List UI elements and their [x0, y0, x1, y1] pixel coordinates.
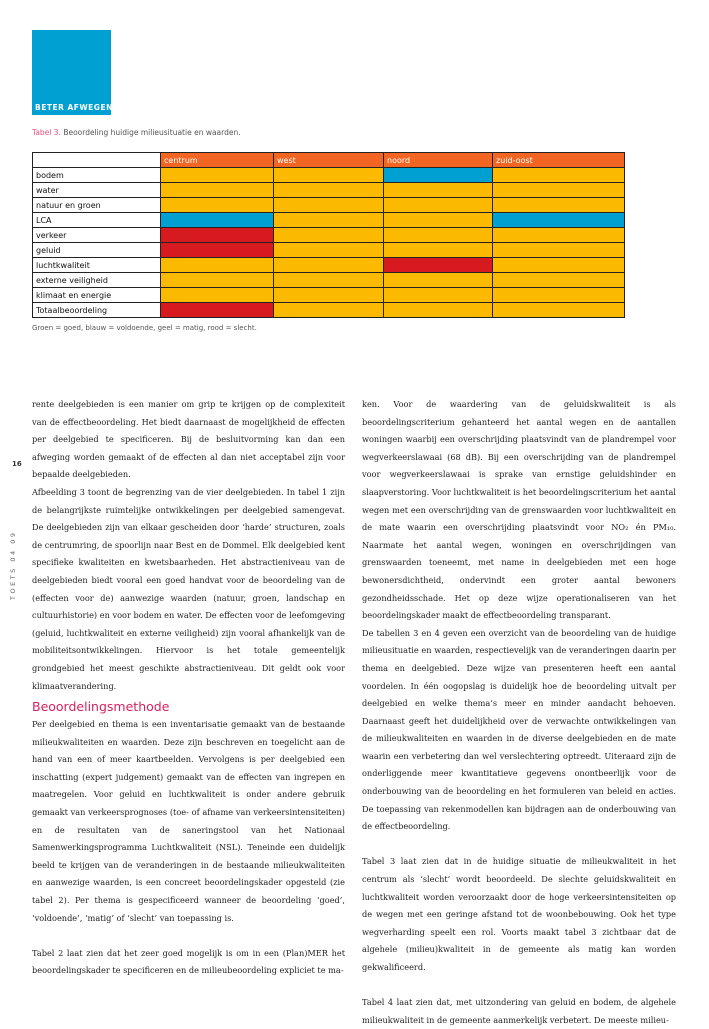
row-label: bodem: [33, 168, 161, 183]
header-corner: [33, 153, 161, 168]
rating-cell-geel: [161, 288, 274, 303]
rating-cell-geel: [161, 258, 274, 273]
rating-cell-geel: [274, 168, 384, 183]
rating-cell-blauw: [161, 213, 274, 228]
rating-cell-rood: [384, 258, 493, 273]
rating-cell-geel: [493, 198, 625, 213]
table-row: [33, 183, 625, 198]
paragraph: Per deelgebied en thema is een inventarisatie gemaakt van de bestaande milieukwaliteiten en waarden. Deze zijn beschreven en toegelicht aan de hand van een of meer kaartbeelden. Vervolgens is per deelgebied een inschatting (expert judgement) gemaakt van de effecten van ingrepen en maatregelen. Voor geluid en luchtkwaliteit is onder andere gebruik gemaakt van verkeersprognoses (toe- of afname van verkeersintensiteiten) en de resultaten van de saneringstool van het Nationaal Samenwerkingsprogramma Luchtkwaliteit (NSL). Teneinde een duidelijk beeld te krijgen van de veranderingen in de bestaande milieukwaliteiten en aanwezige waarden, is een concreet beoordelingskader opgesteld (zie tabel 2). Per thema is gespecificeerd wanneer de beoordeling ‘goed’, ‘voldoende’, ‘matig’ of ‘slecht’ van toepassing is.: [32, 719, 345, 923]
right-column: [362, 396, 676, 1029]
rating-cell-geel: [161, 168, 274, 183]
rating-cell-geel: [493, 273, 625, 288]
row-label: natuur en groen: [33, 198, 161, 213]
rating-cell-geel: [384, 183, 493, 198]
paragraph: Tabel 2 laat zien dat het zeer goed mogelijk is om in een (Plan)MER het beoordelingskader te specificeren en de milieubeoordeling expliciet te ma-: [32, 947, 345, 976]
row-label: luchtkwaliteit: [33, 258, 161, 273]
table-row: [33, 198, 625, 213]
table-row: [33, 258, 625, 273]
brand-block: [32, 30, 111, 115]
rating-cell-rood: [161, 228, 274, 243]
rating-cell-geel: [384, 198, 493, 213]
table-row: [33, 273, 625, 288]
table-row: [33, 288, 625, 303]
rating-cell-blauw: [384, 168, 493, 183]
rating-cell-geel: [493, 168, 625, 183]
table-caption-label: Tabel 3.: [32, 128, 61, 137]
section-heading: Beoordelingsmethode: [32, 699, 170, 715]
table-caption-text: Beoordeling huidige milieusituatie en waarden.: [63, 128, 241, 137]
rating-cell-geel: [493, 303, 625, 318]
table-body: [33, 168, 625, 318]
rating-cell-geel: [384, 303, 493, 318]
row-label: LCA: [33, 213, 161, 228]
running-head: TOETS 04 09: [9, 530, 17, 600]
rating-cell-geel: [493, 228, 625, 243]
row-label: water: [33, 183, 161, 198]
rating-cell-geel: [384, 213, 493, 228]
rating-cell-geel: [274, 183, 384, 198]
table-row: [33, 303, 625, 318]
rating-cell-geel: [274, 213, 384, 228]
rating-cell-geel: [161, 183, 274, 198]
table-caption: [32, 128, 241, 137]
paragraph: Tabel 4 laat zien dat, met uitzondering van geluid en bodem, de algehele milieukwaliteit in de gemeente aanmerkelijk verbetert. De meeste milieu-: [362, 997, 676, 1025]
rating-cell-geel: [161, 273, 274, 288]
rating-cell-rood: [161, 303, 274, 318]
paragraph: Afbeelding 3 toont de begrenzing van de vier deelgebieden. In tabel 1 zijn de belangrijkste ruimtelijke ontwikkelingen per deelgebied samengevat. De deelgebieden zijn van elkaar gescheiden door ‘harde’ structuren, zoals de centrumring, de spoorlijn naar Best en de Dommel. Elk deelgebied kent specifieke kwaliteiten en kwetsbaarheden. Het abstractieniveau van de deelgebieden biedt vooral een goed handvat voor de beoordeling van de (effecten voor de) aanwezige waarden (natuur, groen, landschap en cultuurhistorie) en voor bodem en water. De effecten voor de leefomgeving (geluid, luchtkwaliteit en externe veiligheid) zijn vooral afhankelijk van de mobiliteitsontwikkelingen. Hiervoor is het totale gemeentelijk grondgebied het meest geschikte abstractieniveau. Dit geldt ook voor klimaatverandering.: [32, 486, 345, 691]
page-number: 16: [12, 460, 22, 468]
table-legend: Groen = goed, blauw = voldoende, geel = matig, rood = slecht.: [32, 324, 257, 332]
row-label: Totaalbeoordeling: [33, 303, 161, 318]
rating-cell-blauw: [493, 213, 625, 228]
rating-cell-geel: [274, 303, 384, 318]
row-label: verkeer: [33, 228, 161, 243]
row-label: klimaat en energie: [33, 288, 161, 303]
paragraph: Tabel 3 laat zien dat in de huidige situatie de milieukwaliteit in het centrum als ‘slecht’ wordt beoordeeld. De slechte geluidskwaliteit en luchtkwaliteit worden veroorzaakt door de hoge verkeersintensiteiten op de wegen met een geringe afstand tot de woonbebouwing. Ook het type wegverharding speelt een rol. Voorts maakt tabel 3 zichtbaar dat de algehele (milieu)kwaliteit in de gemeente als matig kan worden gekwalificeerd.: [362, 856, 676, 972]
column-header: west: [274, 153, 384, 168]
rating-cell-geel: [493, 243, 625, 258]
rating-cell-geel: [274, 258, 384, 273]
rating-cell-geel: [274, 228, 384, 243]
left-column: [32, 396, 345, 980]
rating-cell-geel: [384, 243, 493, 258]
assessment-table: [32, 152, 625, 318]
section-label: BETER AFWEGEN: [35, 103, 113, 112]
rating-cell-geel: [274, 288, 384, 303]
rating-cell-geel: [493, 288, 625, 303]
column-header: zuid-oost: [493, 153, 625, 168]
table-row: [33, 228, 625, 243]
rating-cell-geel: [384, 228, 493, 243]
rating-cell-geel: [161, 198, 274, 213]
rating-cell-geel: [493, 258, 625, 273]
rating-cell-geel: [274, 198, 384, 213]
table-row: [33, 213, 625, 228]
paragraph: rente deelgebieden is een manier om grip te krijgen op de complexiteit van de effectbeoordeling. Het biedt daarnaast de mogelijkheid de effecten per deelgebied te specificeren. Bij de besluitvorming kan dan een afweging worden gemaakt of de effecten al dan niet acceptabel zijn voor bepaalde deelgebieden.: [32, 399, 345, 480]
rating-cell-geel: [274, 243, 384, 258]
rating-cell-geel: [493, 183, 625, 198]
table-row: [33, 168, 625, 183]
rating-cell-rood: [161, 243, 274, 258]
table-header-row: [33, 153, 625, 168]
table-row: [33, 243, 625, 258]
column-header: noord: [384, 153, 493, 168]
rating-cell-geel: [384, 273, 493, 288]
rating-cell-geel: [384, 288, 493, 303]
rating-cell-geel: [274, 273, 384, 288]
row-label: externe veiligheid: [33, 273, 161, 288]
row-label: geluid: [33, 243, 161, 258]
paragraph: ken. Voor de waardering van de geluidskwaliteit is als beoordelingscriterium gehanteerd het aantal wegen en de aantallen woningen waarbij een overschrijding plaatsvindt van de plandrempel voor wegverkeerslawaai (68 dB). Bij een overschrijding van de plandrempel voor wegverkeerslawaai is sprake van ernstige geluidshinder en slaapverstoring. Voor luchtkwaliteit is het beoordelingscriterium het aantal wegen met een overschrijding van de grenswaarden voor luchtkwaliteit en de mate waarin een overschrijding plaatsvindt voor NO₂ én PM₁₀. Naarmate het aantal wegen, woningen en overschrijdingen van grenswaarden toeneemt, met name in deelgebieden met een hoge bewonersdichtheid, ondervindt een groter aantal bewoners gezondheidsschade. Het op deze wijze operationaliseren van het beoordelingskader maakt de effectbeoordeling transparant.: [362, 399, 676, 621]
paragraph: De tabellen 3 en 4 geven een overzicht van de beoordeling van de huidige milieusituatie en waarden, respectievelijk van de veranderingen daarin per thema en deelgebied. Deze wijze van presenteren heeft een aantal voordelen. In één oogopslag is duidelijk hoe de beoordeling uitvalt per deelgebied en welke thema’s meer en minder aandacht behoeven. Daarnaast geeft het duidelijkheid over de verwachte ontwikkelingen van de milieukwaliteiten en waarden in de diverse deelgebieden en de mate waarin een verbetering dan wel verslechtering optreedt. Uiteraard zijn de onderliggende meer kwantitatieve gegevens onontbeerlijk voor de onderbouwing van de beoordeling en het formuleren van beleid en acties. De toepassing van rekenmodellen kan bijdragen aan de onderbouwing van de effectbeoordeling.: [362, 627, 676, 832]
column-header: centrum: [161, 153, 274, 168]
